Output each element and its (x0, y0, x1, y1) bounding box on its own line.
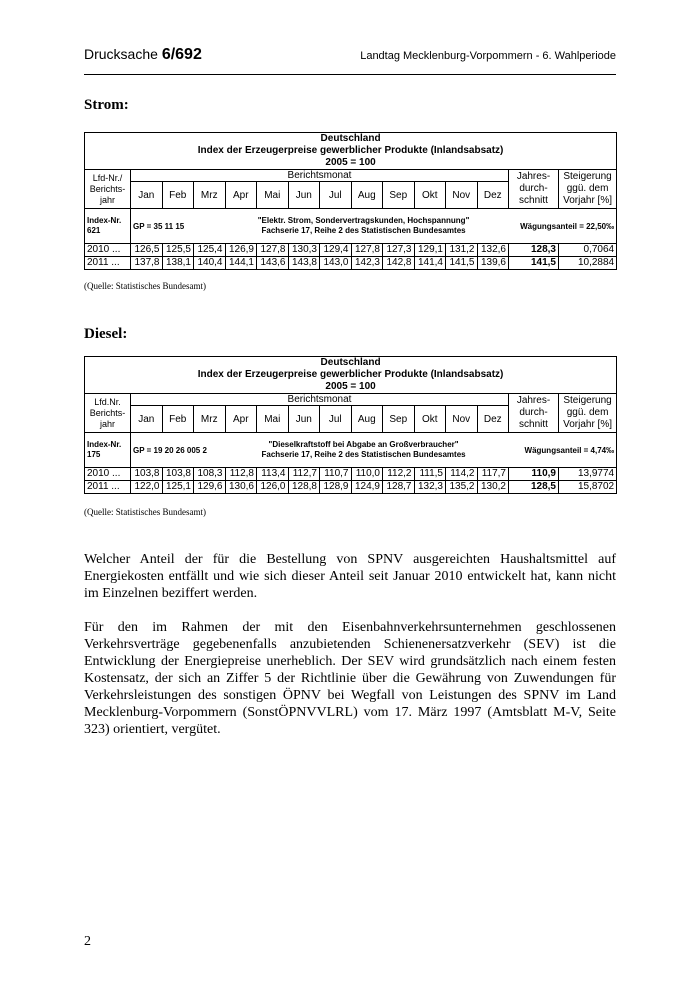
page-number: 2 (84, 934, 91, 949)
average-cell: 141,5 (509, 257, 559, 270)
month-header: Apr (225, 406, 257, 433)
table-title: Deutschland Index der Erzeugerpreise gewerblicher Produkte (Inlandsabsatz) 2005 = 100 (85, 357, 617, 394)
year-cell: 2010 ... (85, 244, 131, 257)
value-cell: 129,4 (320, 244, 352, 257)
month-header: Jun (288, 406, 320, 433)
value-cell: 127,8 (351, 244, 383, 257)
value-cell: 103,8 (162, 468, 194, 481)
value-cell: 130,3 (288, 244, 320, 257)
value-cell: 110,7 (320, 468, 352, 481)
value-cell: 125,5 (162, 244, 194, 257)
value-cell: 122,0 (131, 481, 163, 494)
year-cell: 2011 ... (85, 257, 131, 270)
page-header (84, 44, 616, 75)
berichtsmonat-header: Berichtsmonat (131, 394, 509, 406)
month-header: Sep (383, 406, 415, 433)
month-header: Dez (477, 182, 509, 209)
increase-cell: 15,8702 (559, 481, 617, 494)
month-header: Nov (446, 406, 478, 433)
value-cell: 138,1 (162, 257, 194, 270)
value-cell: 112,7 (288, 468, 320, 481)
value-cell: 142,8 (383, 257, 415, 270)
value-cell: 143,0 (320, 257, 352, 270)
value-cell: 130,2 (477, 481, 509, 494)
value-cell: 112,8 (225, 468, 257, 481)
series-description: "Elektr. Strom, Sondervertragskunden, Hochspannung" Fachserie 17, Reihe 2 des Statistischen Bundesamtes (257, 216, 470, 235)
month-header: Jul (320, 406, 352, 433)
value-cell: 142,3 (351, 257, 383, 270)
value-cell: 137,8 (131, 257, 163, 270)
average-cell: 128,3 (509, 244, 559, 257)
parliament-label: Landtag Mecklenburg-Vorpommern - 6. Wahlperiode (360, 50, 616, 62)
value-cell: 140,4 (194, 257, 226, 270)
index-number: Index-Nr. 621 (85, 209, 131, 244)
value-cell: 108,3 (194, 468, 226, 481)
series-description: "Dieselkraftstoff bei Abgabe an Großverbraucher" Fachserie 17, Reihe 2 des Statistischen Bundesamtes (261, 440, 466, 459)
value-cell: 125,1 (162, 481, 194, 494)
table-title: Deutschland Index der Erzeugerpreise gewerblicher Produkte (Inlandsabsatz) 2005 = 100 (85, 133, 617, 170)
value-cell: 128,9 (320, 481, 352, 494)
value-cell: 141,5 (446, 257, 478, 270)
value-cell: 132,6 (477, 244, 509, 257)
value-cell: 129,1 (414, 244, 446, 257)
value-cell: 143,8 (288, 257, 320, 270)
month-header: Mai (257, 182, 289, 209)
index-number: Index-Nr. 175 (85, 433, 131, 468)
diesel-heading: Diesel: (84, 326, 128, 342)
berichtsmonat-header: Berichtsmonat (131, 170, 509, 182)
diesel-table (84, 356, 617, 494)
month-header: Apr (225, 182, 257, 209)
value-cell: 124,9 (351, 481, 383, 494)
value-cell: 135,2 (446, 481, 478, 494)
month-header: Aug (351, 182, 383, 209)
value-cell: 110,0 (351, 468, 383, 481)
month-header: Nov (446, 182, 478, 209)
col-steigerung-header: Steigerung ggü. dem Vorjahr [%] (559, 170, 617, 209)
month-header: Feb (162, 406, 194, 433)
value-cell: 128,8 (288, 481, 320, 494)
value-cell: 126,9 (225, 244, 257, 257)
value-cell: 132,3 (414, 481, 446, 494)
table-row (85, 481, 617, 494)
diesel-source: (Quelle: Statistisches Bundesamt) (84, 507, 206, 517)
value-cell: 126,0 (257, 481, 289, 494)
col-lfd-header: Lfd.Nr. Berichts-jahr (85, 394, 131, 433)
month-header: Jun (288, 182, 320, 209)
value-cell: 103,8 (131, 468, 163, 481)
paragraph-2: Für den im Rahmen der mit den Eisenbahnverkehrsunternehmen geschlossenen Verkehrsverträge gegebenenfalls anzubietenden Schienenersatzverkehr (SEV) ist die Entwicklung der Energiepreise unerheblich. Der SEV wird grundsätzlich nach einem festen Kostensatz, der sich an Ziffer 5 der Richtlinie über die Gewährung von Zuwendungen für Verkehrsleistungen des sonstigen ÖPNV bei Wegfall von Leistungen des SPNV im Land Mecklenburg-Vorpommern (SonstÖPNVVLRL) vom 17. März 1997 (Amtsblatt M-V, Seite 323) orientiert, vergütet. (84, 620, 616, 737)
col-steigerung-header: Steigerung ggü. dem Vorjahr [%] (559, 394, 617, 433)
increase-cell: 13,9774 (559, 468, 617, 481)
value-cell: 117,7 (477, 468, 509, 481)
month-header: Jul (320, 182, 352, 209)
value-cell: 141,4 (414, 257, 446, 270)
series-info (131, 209, 617, 244)
value-cell: 112,2 (383, 468, 415, 481)
value-cell: 127,8 (257, 244, 289, 257)
value-cell: 114,2 (446, 468, 478, 481)
value-cell: 129,6 (194, 481, 226, 494)
increase-cell: 10,2884 (559, 257, 617, 270)
average-cell: 110,9 (509, 468, 559, 481)
value-cell: 143,6 (257, 257, 289, 270)
col-jahres-header: Jahres-durch-schnitt (509, 170, 559, 209)
year-cell: 2011 ... (85, 481, 131, 494)
month-header: Sep (383, 182, 415, 209)
table-row (85, 257, 617, 270)
series-info (131, 433, 617, 468)
value-cell: 139,6 (477, 257, 509, 270)
gp-code: GP = 35 11 15 (133, 221, 185, 231)
col-lfd-header: Lfd-Nr./ Berichts-jahr (85, 170, 131, 209)
value-cell: 111,5 (414, 468, 446, 481)
weight-share: Wägungsanteil = 4,74‰ (524, 445, 615, 455)
value-cell: 144,1 (225, 257, 257, 270)
strom-heading: Strom: (84, 97, 129, 113)
value-cell: 125,4 (194, 244, 226, 257)
increase-cell: 0,7064 (559, 244, 617, 257)
value-cell: 131,2 (446, 244, 478, 257)
weight-share: Wägungsanteil = 22,50‰ (520, 221, 615, 231)
table-row (85, 244, 617, 257)
value-cell: 128,7 (383, 481, 415, 494)
strom-table (84, 132, 617, 270)
month-header: Aug (351, 406, 383, 433)
average-cell: 128,5 (509, 481, 559, 494)
value-cell: 130,6 (225, 481, 257, 494)
strom-source: (Quelle: Statistisches Bundesamt) (84, 281, 206, 291)
value-cell: 113,4 (257, 468, 289, 481)
month-header: Feb (162, 182, 194, 209)
col-jahres-header: Jahres-durch-schnitt (509, 394, 559, 433)
table-row (85, 468, 617, 481)
month-header: Jan (131, 182, 163, 209)
gp-code: GP = 19 20 26 005 2 (133, 445, 207, 455)
paragraph-1: Welcher Anteil der für die Bestellung von SPNV ausgereichten Haushaltsmittel auf Energiekosten entfällt und wie sich dieser Anteil seit Januar 2010 entwickelt hat, kann nicht im Einzelnen beziffert werden. (84, 552, 616, 601)
value-cell: 127,3 (383, 244, 415, 257)
month-header: Mrz (194, 182, 226, 209)
doc-reference: Drucksache 6/692 (84, 46, 202, 63)
month-header: Mrz (194, 406, 226, 433)
value-cell: 126,5 (131, 244, 163, 257)
month-header: Dez (477, 406, 509, 433)
month-header: Okt (414, 182, 446, 209)
year-cell: 2010 ... (85, 468, 131, 481)
month-header: Okt (414, 406, 446, 433)
month-header: Jan (131, 406, 163, 433)
month-header: Mai (257, 406, 289, 433)
